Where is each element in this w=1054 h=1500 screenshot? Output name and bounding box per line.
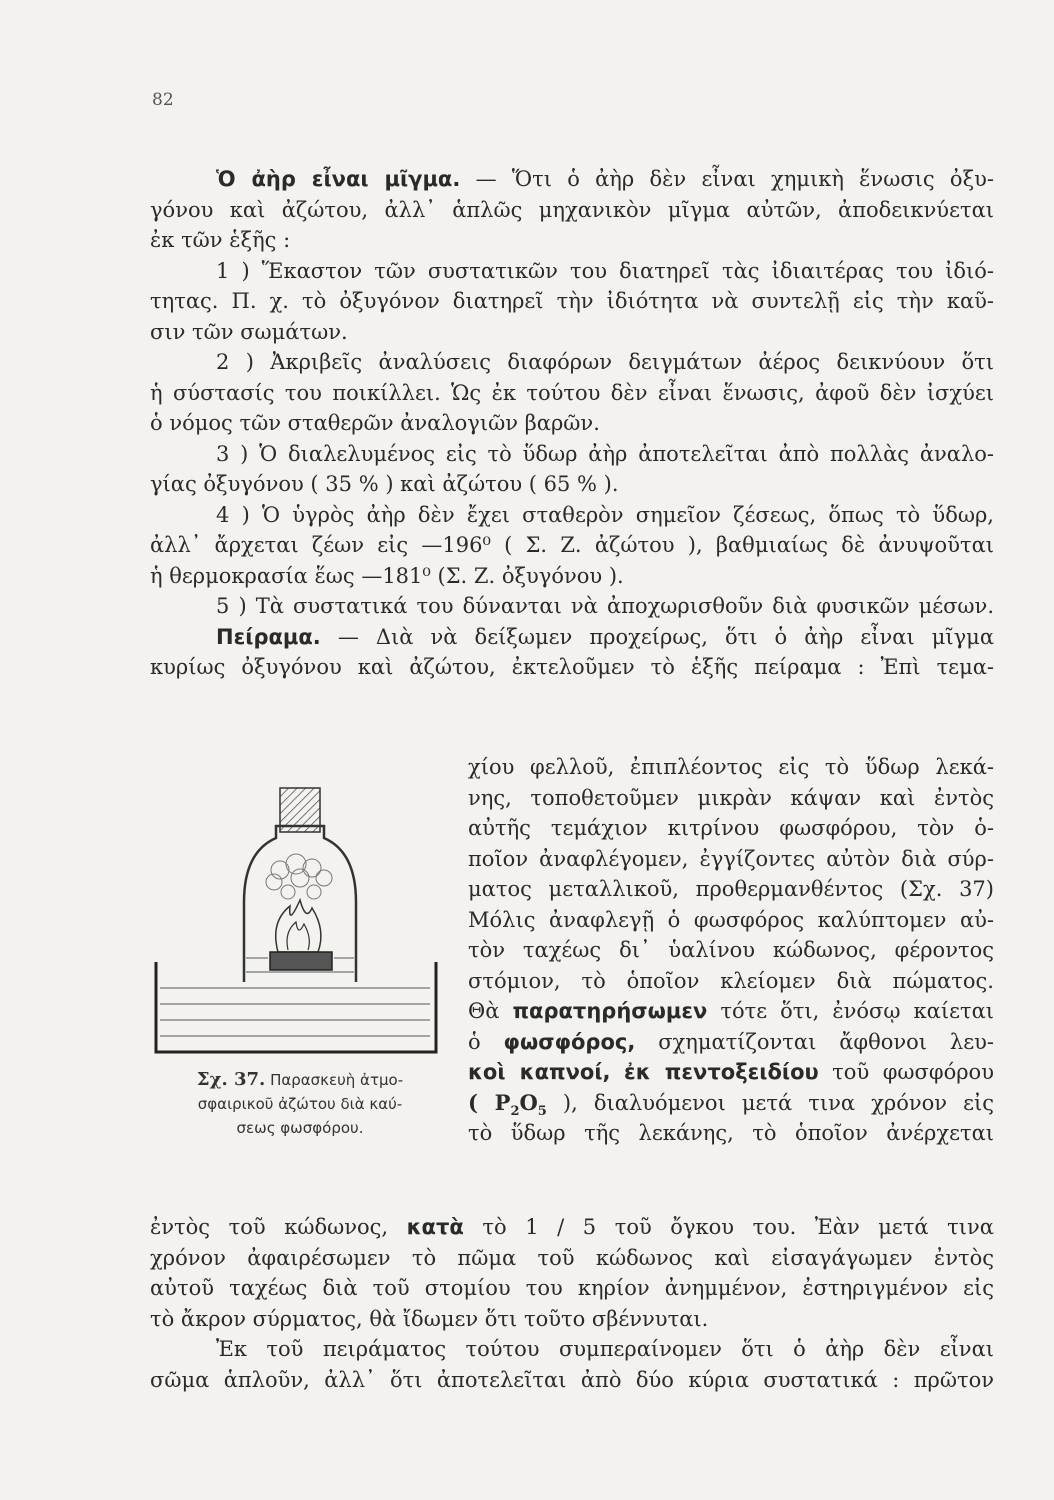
- smoke: [266, 854, 332, 899]
- text-line: ἡ σύστασίς του ποικίλλει. Ὡς ἐκ τούτου δὲν εἶναι ἕνωσις, ἀφοῦ δὲν ἰσχύει: [150, 380, 994, 405]
- text-line: αὐτοῦ ταχέως διὰ τοῦ στομίου του κηρίον ἀνημμένον, ἐστηριγμένον εἰς: [150, 1276, 994, 1300]
- text-line: τητας. Π. χ. τὸ ὀξυγόνον διατηρεῖ τὴν ἰδιότητα νὰ συντελῇ εἰς τὴν καῦ-: [150, 289, 994, 313]
- text-line: τὸ ὕδωρ τῆς λεκάνης, τὸ ὁποῖον ἀνέρχεται: [468, 1121, 994, 1145]
- main-text-bottom: [150, 1212, 994, 1395]
- text-line: σιν τῶν σωμάτων.: [150, 319, 348, 344]
- formula-part: ( P: [468, 1089, 511, 1115]
- text-span: ὁ: [468, 1029, 504, 1054]
- text-line: γόνου καὶ ἀζώτου, ἀλλ᾽ ἁπλῶς μηχανικὸν μῖγμα αὐτῶν, ἀποδεικνύεται: [150, 197, 994, 222]
- text-line: χρόνον ἀφαιρέσωμεν τὸ πῶμα τοῦ κώδωνος καὶ εἰσαγάγωμεν ἐντὸς: [150, 1245, 994, 1270]
- cork-float: [270, 952, 332, 970]
- formula-subscript: 5: [537, 1103, 547, 1118]
- page-number: 82: [152, 90, 174, 110]
- emphasis: κατὰ: [406, 1215, 464, 1239]
- emphasis: κοὶ καπνοί,: [468, 1060, 611, 1084]
- emphasis: φωσφόρος,: [503, 1029, 636, 1054]
- text-line: τὸν ταχέως δι᾽ ὑαλίνου κώδωνος, φέροντος: [468, 938, 994, 962]
- text-line: αὐτῆς τεμάχιον κιτρίνου φωσφόρου, τὸν ὁ-: [468, 816, 994, 840]
- text-line: 4 ) Ὁ ὑγρὸς ἀὴρ δὲν ἔχει σταθερὸν σημεῖον ζέσεως, ὅπως τὸ ὕδωρ,: [216, 502, 994, 527]
- text-span: ἐντὸς τοῦ κώδωνος,: [150, 1215, 407, 1239]
- text-line: ποῖον ἀναφλέγομεν, ἐγγίζοντες αὐτὸν διὰ σύρ-: [468, 846, 994, 871]
- figure-37-bell-jar: [150, 782, 442, 1082]
- text-line: ματος μεταλλικοῦ, προθερμανθέντος (Σχ. 37): [468, 877, 994, 901]
- caption-line: σφαιρικοῦ ἀζώτου διὰ καύ-: [197, 1095, 403, 1113]
- formula: [468, 1089, 547, 1118]
- emphasis: παρατηρήσωμεν: [512, 999, 708, 1023]
- text-line: γίας ὀξυγόνου ( 35 % ) καὶ ἀζώτου ( 65 % ).: [150, 472, 619, 496]
- text-line: Ἐκ τοῦ πειράματος τούτου συμπεραίνομεν ὅτι ὁ ἀὴρ δὲν εἶναι: [216, 1337, 994, 1361]
- text-span: τότε ὅτι, ἐνόσῳ καίεται: [707, 999, 994, 1023]
- text-line: [468, 1057, 994, 1088]
- bell-jar-illustration: [150, 782, 442, 1082]
- caption-text: Παρασκευὴ ἀτμο-: [265, 1071, 404, 1089]
- text-line: νης, τοποθετοῦμεν μικρὰν κάψαν καὶ ἐντὸς: [468, 785, 994, 810]
- text-span: — Ὅτι ὁ ἀὴρ δὲν εἶναι χημικὴ ἕνωσις ὀξυ-: [460, 167, 994, 191]
- text-span: Θὰ: [468, 999, 513, 1023]
- text-line: [468, 996, 994, 1027]
- text-line: ἡ θερμοκρασία ἕως —181⁰ (Σ. Ζ. ὀξυγόνου ).: [150, 563, 624, 588]
- text-line: [150, 164, 994, 195]
- text-span: [611, 1060, 625, 1084]
- emphasis: ἐκ πεντοξειδίου: [624, 1060, 819, 1084]
- text-line: 5 ) Τὰ συστατικά του δύνανται νὰ ἀποχωρισθοῦν διὰ φυσικῶν μέσων.: [216, 594, 994, 618]
- figure-label: Σχ. 37.: [196, 1069, 266, 1090]
- experiment-heading: Πείραμα.: [216, 624, 321, 649]
- text-line: στόμιον, τὸ ὁποῖον κλείομεν διὰ πώματος.: [468, 968, 994, 993]
- text-span: τοῦ φωσφόρου: [818, 1060, 994, 1084]
- text-line: σῶμα ἁπλοῦν, ἀλλ᾽ ὅτι ἀποτελεῖται ἀπὸ δύο κύρια συστατικά : πρῶτον: [150, 1367, 994, 1392]
- basin: [156, 962, 436, 1052]
- flame-inner: [287, 922, 309, 950]
- text-line: [150, 622, 994, 653]
- section-heading: Ὁ ἀὴρ εἶναι μῖγμα.: [216, 167, 461, 191]
- figure-caption: [150, 1068, 450, 1140]
- text-line: 1 ) Ἕκαστον τῶν συστατικῶν του διατηρεῖ τὰς ἰδιαιτέρας του ἰδιό-: [216, 258, 994, 283]
- main-text-right-column: [468, 752, 994, 1149]
- caption-line: σεως φωσφόρου.: [236, 1119, 364, 1137]
- flame: [276, 900, 321, 952]
- text-line: χίου φελλοῦ, ἐπιπλέοντος εἰς τὸ ὕδωρ λεκά-: [468, 755, 994, 779]
- text-line: ἀλλ᾽ ἄρχεται ζέων εἰς —196⁰ ( Σ. Ζ. ἀζώτου ), βαθμιαίως δὲ ἀνυψοῦται: [150, 533, 994, 557]
- text-line: κυρίως ὀξυγόνου καὶ ἀζώτου, ἐκτελοῦμεν τὸ ἑξῆς πείραμα : Ἐπὶ τεμα-: [150, 655, 994, 679]
- formula-part: O: [519, 1089, 538, 1115]
- text-span: τὸ 1 / 5 τοῦ ὄγκου του. Ἐὰν μετά τινα: [463, 1215, 994, 1239]
- caption-line: [150, 1068, 450, 1092]
- text-line: Μόλις ἀναφλεγῇ ὁ φωσφόρος καλύπτομεν αὐ-: [468, 907, 994, 932]
- formula-subscript: 2: [510, 1103, 520, 1118]
- text-line: [468, 1088, 994, 1119]
- text-span: ), διαλυόμενοι μετά τινα χρόνον εἰς: [546, 1090, 994, 1115]
- text-line: [150, 1212, 994, 1243]
- text-line: τὸ ἄκρον σύρματος, θὰ ἴδωμεν ὅτι τοῦτο σβέννυται.: [150, 1306, 709, 1331]
- text-line: ἐκ τῶν ἑξῆς :: [150, 228, 291, 252]
- text-span: σχηματίζονται ἄφθονοι λευ-: [635, 1029, 994, 1054]
- text-line: [468, 1027, 994, 1058]
- text-span: — Διὰ νὰ δείξωμεν προχείρως, ὅτι ὁ ἀὴρ εἶναι μῖγμα: [320, 624, 994, 649]
- main-text-top: [150, 164, 994, 683]
- text-line: ὁ νόμος τῶν σταθερῶν ἀναλογιῶν βαρῶν.: [150, 411, 600, 435]
- text-line: 2 ) Ἀκριβεῖς ἀναλύσεις διαφόρων δειγμάτων ἀέρος δεικνύουν ὅτι: [216, 350, 994, 374]
- text-line: 3 ) Ὁ διαλελυμένος εἰς τὸ ὕδωρ ἀὴρ ἀποτελεῖται ἀπὸ πολλὰς ἀναλο-: [216, 441, 994, 466]
